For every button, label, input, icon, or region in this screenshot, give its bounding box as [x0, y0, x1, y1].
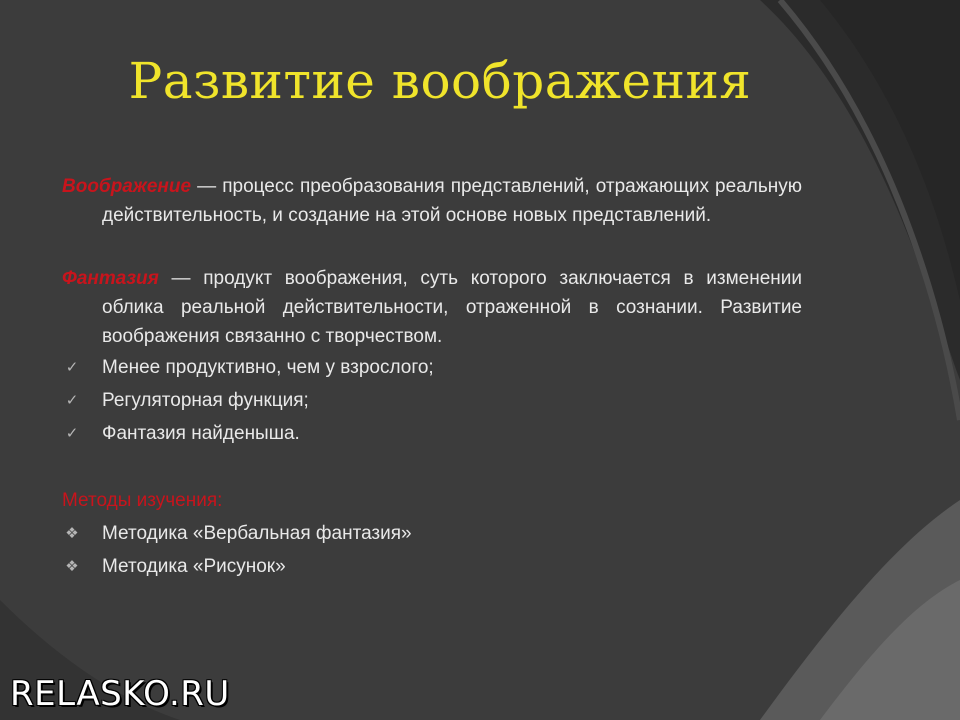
- diamond-icon: ❖: [65, 524, 79, 542]
- slide-title: Развитие воображения: [128, 52, 752, 110]
- check-icon: ✓: [65, 358, 79, 376]
- spacer: [62, 230, 802, 264]
- term-fantasy: Фантазия: [62, 268, 159, 289]
- slide-content: [62, 172, 802, 583]
- methods-list: [62, 517, 802, 583]
- check-icon: ✓: [65, 424, 79, 442]
- check-icon: ✓: [65, 391, 79, 409]
- definition-imagination-text: — процесс преобразования представлений, отражающих реальную действительность, и создание на этой основе новых представлений.: [102, 176, 802, 226]
- term-imagination: Воображение: [62, 176, 192, 197]
- list-item: [62, 550, 802, 583]
- methods-label: Методы изучения:: [62, 490, 223, 511]
- list-item: [62, 417, 802, 450]
- list-item-text: Методика «Вербальная фантазия»: [102, 523, 412, 544]
- definition-fantasy: [62, 264, 802, 351]
- spacer: [62, 450, 802, 484]
- list-item-text: Менее продуктивно, чем у взрослого;: [102, 357, 434, 378]
- list-item-text: Методика «Рисунок»: [102, 556, 286, 577]
- list-item: [62, 517, 802, 550]
- list-item-text: Фантазия найденыша.: [102, 423, 300, 444]
- definition-imagination: [62, 172, 802, 230]
- diamond-icon: ❖: [65, 557, 79, 575]
- list-item: [62, 351, 802, 384]
- fantasy-points-list: [62, 351, 802, 450]
- list-item-text: Регуляторная функция;: [102, 390, 309, 411]
- definition-fantasy-text: — продукт воображения, суть которого заключается в изменении облика реальной действительности, отраженной в сознании. Развитие воображения связанно с творчеством.: [102, 268, 802, 347]
- list-item: [62, 384, 802, 417]
- watermark: RELASKO.RU: [10, 674, 230, 714]
